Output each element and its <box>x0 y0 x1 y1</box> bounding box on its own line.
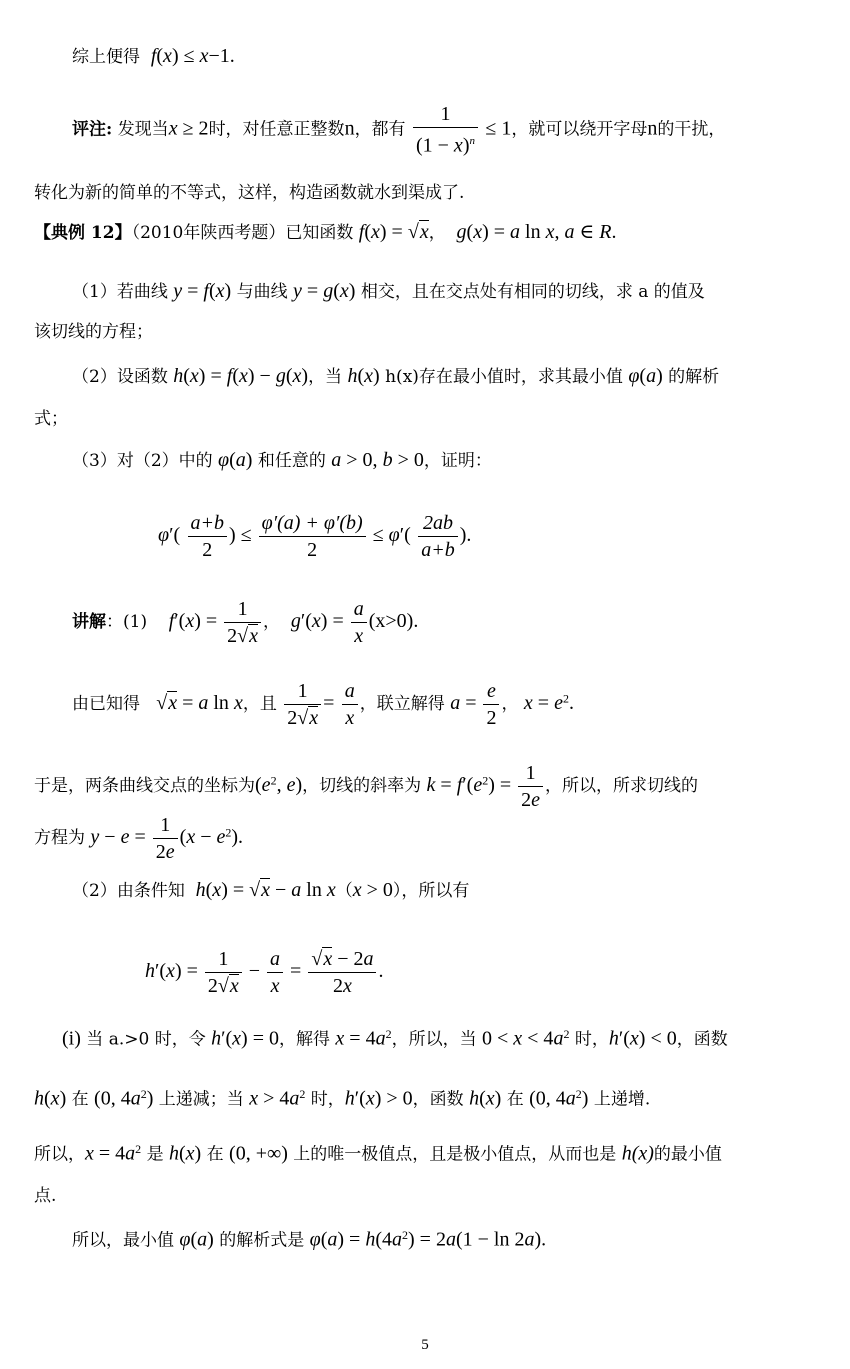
case-i: (i) 当 a.>0 时，令 h′(x) = 0，解得 $x = 4a^2$，所以，当 $0 < x < 4a^2$ 时，h′(x) < 0，函数 <box>62 1027 728 1050</box>
example-12-header: 【典例 12】（2010年陕西考题）已知函数 f(x) = √x， g(x) = a ln x, a ∈ R. <box>34 221 617 243</box>
solution-1-step: 由已知得 √x = a ln x，且 $\frac{1}{2√x}$ = $\frac{a}{x}$ ，联立解得 a = $\frac{e}{2}$ ， $x = e^2$. <box>72 680 574 729</box>
solution-1-tangent: 方程为 y − e = $\frac{1}{2e}$ $(x - e^2)$. <box>34 814 244 863</box>
question-1-cont: 该切线的方程； <box>34 322 153 342</box>
question-2: （2）设函数 h(x) = f(x) − g(x)，当 h(x) h(x)存在最小值时，求其最小值 φ(a) 的解析 <box>72 365 720 387</box>
question-2-cont: 式； <box>34 409 68 429</box>
question-1: （1）若曲线 y = f(x) 与曲线 y = g(x) 相交，且在交点处有相同的切线，求 a 的值及 <box>72 280 705 302</box>
line-remark: 评注: 发现当x ≥ 2时，对任意正整数n，都有 $\frac{1}{(1 - x)^n}$ ≤ 1，就可以绕开字母n的干扰， <box>72 103 726 157</box>
solution-1: 讲解：(1) f′(x) = $\frac{1}{2√x}$ ， g′(x) = $\frac{a}{x}$ (x>0). <box>72 598 419 647</box>
example-label: 【典例 12】 <box>34 223 132 243</box>
question-3: （3）对（2）中的 φ(a) 和任意的 a > 0, b > 0，证明： <box>72 449 492 471</box>
case-i-cont: h(x) 在 (0, $4a^2$) 上递减；当 $x > 4a^2$ 时，h′(x) > 0，函数 h(x) 在 (0, $4a^2$) 上递增. <box>34 1087 651 1110</box>
inequality-display: φ′( $\frac{a+b}{2}$ ) ≤ $\frac{\varphi'(a) + \varphi'(b)}{2}$ ≤ φ′( $\frac{2ab}{a+b}$ ). <box>158 512 472 561</box>
minimum-point: 所以，$x = 4a^2$ 是 h(x) 在 (0, +∞) 上的唯一极值点，且是极小值点，从而也是 h(x)的最小值 <box>34 1142 722 1165</box>
page-number: 5 <box>421 1337 429 1353</box>
line-remark-cont: 转化为新的简单的不等式，这样，构造函数就水到渠成了. <box>34 183 465 203</box>
solution-2: （2）由条件知 h(x) = √x − a ln x（x > 0），所以有 <box>72 879 470 901</box>
derivative-display: h′(x) = $\frac{1}{2√x}$ − $\frac{a}{x}$ = $\frac{√x - 2a}{2x}$ . <box>145 948 384 997</box>
remark-label: 评注: <box>72 119 113 140</box>
line-conclusion: 综上便得 f(x) ≤ x−1. <box>72 45 235 67</box>
solution-1-point: 于是，两条曲线交点的坐标为($e^2$, e)，切线的斜率为 $k = f'(e^2)$ = $\frac{1}{2e}$ ，所以，所求切线的 <box>34 762 699 811</box>
minimum-point-cont: 点. <box>34 1186 57 1206</box>
remark-fraction: $\frac{1}{(1 - x)^n}$ <box>413 101 478 159</box>
minimum-value: 所以，最小值 φ(a) 的解析式是 $\varphi(a) = h(4a^2) = 2a(1 - \ln 2a)$. <box>72 1228 547 1251</box>
solution-label: 讲解 <box>72 612 106 632</box>
